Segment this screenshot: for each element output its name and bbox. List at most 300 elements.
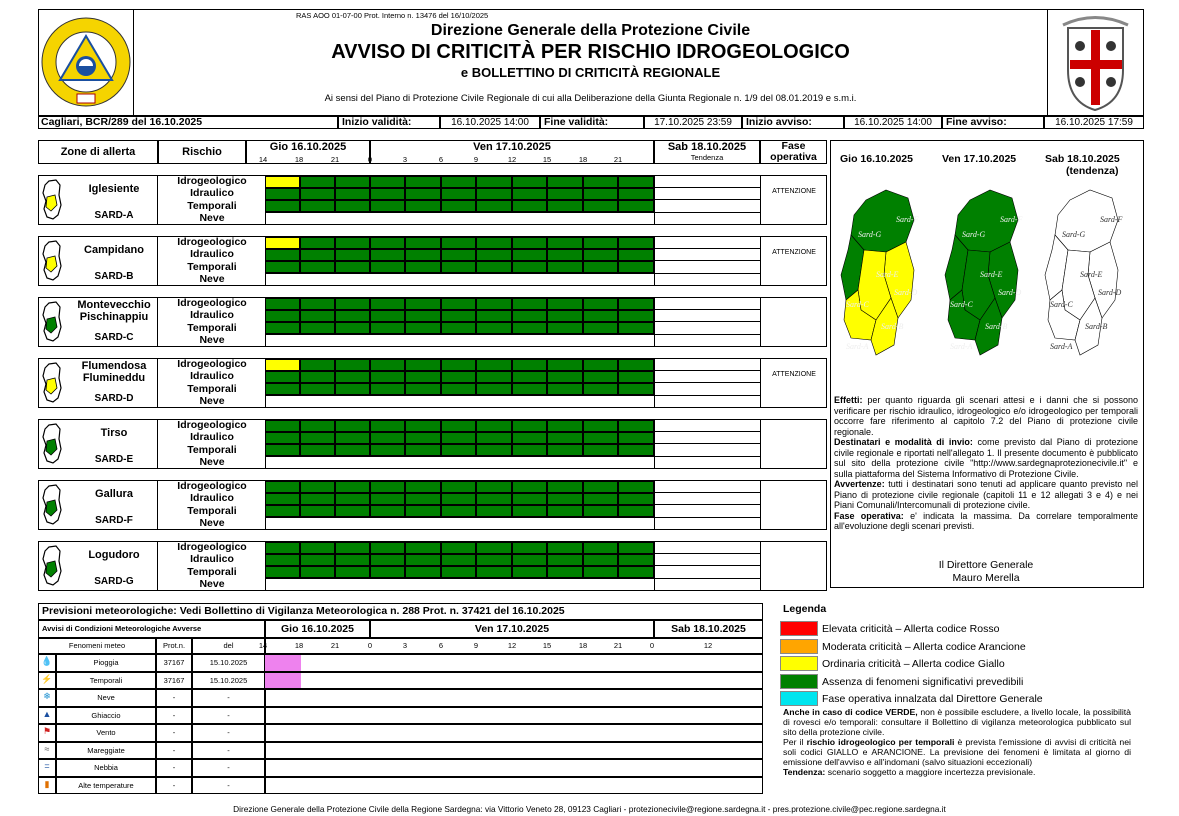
forecast-cell: [370, 383, 405, 395]
forecast-cell: [405, 481, 441, 493]
destinatari-label: Destinatari e modalità di invio:: [834, 437, 973, 447]
forecast-cell: [441, 310, 476, 322]
forecast-cell: [370, 481, 405, 493]
legend-note1-bold: Anche in caso di codice VERDE,: [783, 707, 918, 717]
forecast-cell: [583, 432, 618, 444]
forecast-cell: [547, 188, 583, 200]
meteo-hour-label: 12: [703, 641, 713, 650]
forecast-cell: [547, 371, 583, 383]
meteo-avvisi-header: Avvisi di Condizioni Meteorologiche Avverse: [38, 620, 265, 638]
forecast-cell: [405, 200, 441, 212]
zone-code: SARD-B: [94, 271, 134, 282]
forecast-cell: [547, 200, 583, 212]
meteo-del: -: [192, 689, 265, 707]
forecast-cell: [618, 176, 654, 188]
fase-col-header: [760, 140, 827, 164]
forecast-cell: [265, 505, 300, 517]
forecast-cell: [370, 249, 405, 261]
legend-note2: è prevista l'emissione di avvisi di criticità nei soli codici GIALLO e ARANCIONE. La previsione dei fenomeni è limitata al giorno di emissione dell'avviso e all'indomani (salvo situazioni eccezionali): [783, 737, 1131, 767]
logo-right: [1047, 9, 1144, 116]
forecast-cell: [335, 493, 370, 505]
forecast-cell: [335, 249, 370, 261]
forecast-cell: [583, 359, 618, 371]
forecast-cell: [441, 200, 476, 212]
forecast-cell: [265, 554, 300, 566]
forecast-cell: [300, 554, 335, 566]
zone-fase-cell: [760, 480, 827, 530]
map-zone-label: Sard-G: [962, 230, 986, 239]
forecast-cell: [370, 566, 405, 578]
map-zone-label: Sard-B: [1085, 322, 1108, 331]
ice-icon: ▲: [42, 708, 52, 719]
forecast-cell: [441, 237, 476, 249]
zone-fase-cell: [760, 419, 827, 469]
risk-row-line: [265, 224, 760, 225]
forecast-cell: [618, 554, 654, 566]
inizio-avviso-label: Inizio avviso:: [742, 116, 844, 129]
meteo-day2: Ven 17.10.2025: [370, 620, 654, 638]
forecast-cell: [547, 261, 583, 273]
zone-name: Tirso: [100, 427, 128, 439]
forecast-cell: [370, 444, 405, 456]
forecast-cell: [300, 371, 335, 383]
map-zone-label: Sard-A: [950, 342, 973, 351]
forecast-cell: [441, 188, 476, 200]
forecast-cell: [618, 310, 654, 322]
forecast-cell: [441, 432, 476, 444]
forecast-cell: [335, 200, 370, 212]
forecast-cell: [300, 176, 335, 188]
forecast-cell: [265, 371, 300, 383]
tendenza-label: Tendenza: [690, 153, 724, 162]
forecast-cell: [370, 176, 405, 188]
forecast-cell: [335, 481, 370, 493]
prot-ref: RAS AOO 01-07-00 Prot. Interno n. 13476 del 16/10/2025: [296, 11, 489, 20]
risk-label: Idraulico: [190, 370, 234, 383]
map-zone-label: Sard-C: [1050, 300, 1073, 309]
meteo-timeline-row: [265, 689, 763, 707]
forecast-cell: [335, 371, 370, 383]
meteo-prot: -: [156, 724, 192, 742]
forecast-cell: [441, 383, 476, 395]
forecast-cell: [405, 322, 441, 334]
forecast-cell: [265, 249, 300, 261]
hour-tick-label: 0: [367, 155, 373, 164]
legal-reference: Ai sensi del Piano di Protezione Civile Regionale di cui alla Deliberazione della Giunta Regionale n. 1/9 del 08.01.2019 e s.m.i.: [324, 93, 857, 104]
meteo-fenomeno-name: Neve: [56, 689, 156, 707]
forecast-cell: [300, 261, 335, 273]
meteo-timeline-row: [265, 707, 763, 725]
forecast-cell: [405, 493, 441, 505]
forecast-cell: [265, 359, 300, 371]
forecast-cell: [300, 432, 335, 444]
hour-tick-label: 21: [613, 155, 623, 164]
forecast-cell: [370, 505, 405, 517]
forecast-cell: [547, 566, 583, 578]
forecast-cell: [265, 566, 300, 578]
zone-fase-cell: [760, 541, 827, 591]
meteo-timeline-row: [265, 742, 763, 760]
risk-label: Idraulico: [190, 248, 234, 261]
forecast-cell: [476, 481, 512, 493]
meteo-fenomeno-name: Ghiaccio: [56, 707, 156, 725]
forecast-cell: [300, 249, 335, 261]
forecast-cell: [476, 542, 512, 554]
fine-validita-label: Fine validità:: [540, 116, 644, 129]
forecast-cell: [476, 310, 512, 322]
zone-name: Logudoro: [88, 549, 140, 561]
forecast-cell: [512, 371, 547, 383]
legend-note2-bold: rischio idrogeologico per temporali: [806, 737, 955, 747]
legend-note2-pre: Per il: [783, 737, 807, 747]
legend-swatch: [780, 639, 818, 654]
forecast-cell: [476, 383, 512, 395]
map-zone-label: Sard-G: [858, 230, 882, 239]
forecast-cell: [265, 481, 300, 493]
forecast-cell: [300, 542, 335, 554]
risk-label: Neve: [199, 394, 225, 407]
forecast-cell: [300, 566, 335, 578]
forecast-cell: [265, 200, 300, 212]
risk-row-line: [265, 407, 760, 408]
forecast-cell: [441, 322, 476, 334]
forecast-cell: [405, 566, 441, 578]
avvertenze-label: Avvertenze:: [834, 479, 885, 489]
forecast-cell: [300, 298, 335, 310]
forecast-cell: [512, 505, 547, 517]
forecast-cell: [476, 249, 512, 261]
legend-note3-bold: Tendenza:: [783, 767, 826, 777]
forecast-cell: [512, 383, 547, 395]
forecast-cell: [370, 420, 405, 432]
meteo-hour-label: 21: [330, 641, 340, 650]
forecast-cell: [370, 237, 405, 249]
forecast-cell: [583, 200, 618, 212]
forecast-cell: [335, 298, 370, 310]
forecast-cell: [583, 261, 618, 273]
meteo-pink-cell: [283, 655, 292, 671]
forecast-cell: [618, 505, 654, 517]
meteo-pink-cell: [274, 673, 283, 689]
forecast-cell: [583, 554, 618, 566]
footer: Direzione Generale della Protezione Civile della Regione Sardegna: via Vittorio Veneto 28, 09123 Cagliari - protezionecivile@regione.sardegna.it - pres.protezione.civile@pec.regione.sardegna.it: [233, 804, 946, 814]
forecast-cell: [512, 298, 547, 310]
forecast-cell: [441, 554, 476, 566]
risk-label: Idraulico: [190, 553, 234, 566]
forecast-cell: [441, 505, 476, 517]
forecast-cell: [405, 188, 441, 200]
risk-label: Idrogeologico: [177, 480, 247, 492]
forecast-cell: [618, 322, 654, 334]
meteo-hour-label: 21: [613, 641, 623, 650]
forecast-cell: [476, 322, 512, 334]
forecast-cell: [300, 493, 335, 505]
forecast-cell: [618, 420, 654, 432]
meteo-fenomeno-name: Temporali: [56, 672, 156, 690]
grid-left-line: [265, 541, 266, 591]
map-zone-label: Sard-F: [1000, 215, 1023, 224]
forecast-cell: [547, 542, 583, 554]
grid-left-line: [265, 297, 266, 347]
forecast-cell: [618, 249, 654, 261]
forecast-cell: [512, 261, 547, 273]
forecast-cell: [583, 188, 618, 200]
forecast-cell: [300, 505, 335, 517]
forecast-cell: [370, 542, 405, 554]
logo-left: [38, 9, 134, 116]
forecast-cell: [618, 383, 654, 395]
forecast-cell: [618, 188, 654, 200]
meteo-hour-label: 12: [507, 641, 517, 650]
meteo-day3: Sab 18.10.2025: [654, 620, 763, 638]
risk-label: Neve: [199, 516, 225, 529]
meteo-hour-label: 3: [402, 641, 408, 650]
forecast-cell: [405, 298, 441, 310]
forecast-cell: [370, 310, 405, 322]
risk-label: Temporali: [187, 260, 237, 273]
zone-fase-cell: [760, 297, 827, 347]
forecast-cell: [618, 432, 654, 444]
map-zone-label: Sard-D: [1098, 288, 1122, 297]
zone-fase-label: ATTENZIONE: [772, 249, 816, 256]
forecast-cell: [335, 383, 370, 395]
zone-name: Iglesiente: [88, 183, 140, 195]
forecast-cell: [265, 432, 300, 444]
risk-label: Temporali: [187, 382, 237, 395]
hour-tick-label: 21: [330, 155, 340, 164]
hour-tick-label: 9: [473, 155, 479, 164]
risk-label: Idrogeologico: [177, 419, 247, 431]
zone-code: SARD-E: [94, 454, 134, 465]
legend-item-label: Ordinaria criticità – Allerta codice Giallo: [822, 658, 1005, 670]
forecast-cell: [512, 481, 547, 493]
forecast-cell: [476, 200, 512, 212]
forecast-cell: [405, 261, 441, 273]
snowflake-icon: ❄: [43, 691, 51, 701]
risk-label: Neve: [199, 455, 225, 468]
forecast-cell: [547, 249, 583, 261]
destinatari-text: come previsto dal Piano di protezione civile regionale e riportati nell'allegato 1. Il presente documento è pubblicato sul sito della protezione civile "http://www.sardegnaprotezionecivile.it" e sulla piattaforma del Sistema Informativo di Protezione Civile.: [834, 437, 1139, 479]
director-title: Il Direttore Generale: [938, 559, 1034, 571]
forecast-cell: [618, 542, 654, 554]
director-name: Mauro Merella: [952, 572, 1020, 584]
risk-label: Idraulico: [190, 309, 234, 322]
forecast-cell: [405, 359, 441, 371]
forecast-cell: [335, 542, 370, 554]
risk-label: Temporali: [187, 321, 237, 334]
grid-tendenza-line: [654, 541, 655, 591]
forecast-cell: [370, 432, 405, 444]
forecast-cell: [300, 383, 335, 395]
legend-swatch: [780, 691, 818, 706]
forecast-cell: [476, 237, 512, 249]
day1-header: Gio 16.10.2025: [269, 141, 347, 153]
forecast-cell: [335, 566, 370, 578]
protezione-civile-logo-icon: [39, 10, 133, 115]
meteo-hour-label: 9: [473, 641, 479, 650]
forecast-cell: [335, 554, 370, 566]
forecast-cell: [512, 237, 547, 249]
legend-swatch: [780, 674, 818, 689]
forecast-cell: [476, 420, 512, 432]
map-day3-title: Sab 18.10.2025: [1045, 153, 1120, 165]
zone-code: SARD-A: [94, 210, 134, 221]
forecast-cell: [265, 188, 300, 200]
forecast-cell: [547, 310, 583, 322]
forecast-cell: [547, 493, 583, 505]
forecast-cell: [476, 298, 512, 310]
meteo-pink-cell: [283, 673, 292, 689]
legend-item-label: Moderata criticità – Allerta codice Arancione: [822, 640, 1026, 653]
doc-ref: Cagliari, BCR/289 del 16.10.2025: [38, 116, 338, 129]
zone-fase-cell: [760, 358, 827, 408]
meteo-hour-label: 0: [649, 641, 655, 650]
hour-tick-label: 12: [507, 155, 517, 164]
forecast-cell: [405, 176, 441, 188]
meteo-del: -: [192, 742, 265, 760]
forecast-cell: [441, 566, 476, 578]
map-zone-label: Sard-B: [985, 322, 1008, 331]
forecast-cell: [547, 359, 583, 371]
grid-left-line: [265, 480, 266, 530]
hour-tick-label: 14: [258, 155, 268, 164]
map-zone-label: Sard-F: [1100, 215, 1123, 224]
forecast-cell: [405, 237, 441, 249]
risk-label: Idraulico: [190, 492, 234, 505]
zone-fase-cell: [760, 236, 827, 286]
grid-tendenza-line: [654, 480, 655, 530]
zone-code: SARD-D: [94, 393, 134, 404]
forecast-cell: [547, 298, 583, 310]
legend-swatch: [780, 621, 818, 636]
wind-icon: ⚑: [42, 726, 52, 736]
risk-label: Temporali: [187, 504, 237, 517]
meteo-hour-label: 18: [294, 641, 304, 650]
legend-swatch: [780, 656, 818, 671]
risk-col-header: Rischio: [158, 140, 246, 164]
forecast-cell: [512, 322, 547, 334]
forecast-cell: [512, 432, 547, 444]
meteo-prot: -: [156, 742, 192, 760]
forecast-cell: [618, 481, 654, 493]
risk-label: Idrogeologico: [177, 297, 247, 309]
forecast-cell: [405, 554, 441, 566]
forecast-cell: [370, 188, 405, 200]
fine-avviso-label: Fine avviso:: [942, 116, 1044, 129]
sea-waves-icon: ≈: [44, 743, 50, 754]
meteo-col-fenomeni: Fenomeni meteo: [38, 638, 156, 654]
risk-label: Idraulico: [190, 431, 234, 444]
forecast-cell: [512, 359, 547, 371]
forecast-cell: [335, 359, 370, 371]
forecast-cell: [405, 444, 441, 456]
forecast-cell: [441, 542, 476, 554]
forecast-cell: [618, 359, 654, 371]
forecast-cell: [583, 444, 618, 456]
forecast-cell: [405, 371, 441, 383]
meteo-prot: -: [156, 689, 192, 707]
forecast-cell: [512, 249, 547, 261]
forecast-cell: [441, 444, 476, 456]
meteo-timeline-row: [265, 654, 763, 672]
meteo-pink-cell: [265, 655, 274, 671]
zone-map-icon: [41, 545, 63, 587]
forecast-cell: [335, 188, 370, 200]
forecast-cell: [370, 261, 405, 273]
zone-code: SARD-C: [94, 332, 134, 343]
meteo-hour-label: 14: [258, 641, 268, 650]
meteo-fenomeno-name: Pioggia: [56, 654, 156, 672]
risk-label: Temporali: [187, 565, 237, 578]
forecast-cell: [618, 444, 654, 456]
meteo-fenomeno-name: Vento: [56, 724, 156, 742]
risk-label: Neve: [199, 333, 225, 346]
map-zone-label: Sard-C: [846, 300, 869, 309]
forecast-cell: [405, 432, 441, 444]
grid-left-line: [265, 236, 266, 286]
meteo-fenomeno-name: Nebbia: [56, 759, 156, 777]
forecast-cell: [618, 200, 654, 212]
page-subtitle: e BOLLETTINO DI CRITICITÀ REGIONALE: [460, 65, 721, 80]
forecast-cell: [300, 420, 335, 432]
forecast-cell: [405, 249, 441, 261]
avvertenze-text: tutti i destinatari sono tenuti ad applicare quanto previsto nel Piano di protezione civile regionale (capitoli 11 e 12 allegati 3 e 4) e nei Piani Comunali/Intercomunali di protezione civile.: [834, 479, 1138, 510]
meteo-col-prot: Prot.n.: [156, 638, 192, 654]
meteo-prot: -: [156, 759, 192, 777]
forecast-cell: [335, 505, 370, 517]
hour-tick-label: 15: [542, 155, 552, 164]
forecast-cell: [441, 176, 476, 188]
forecast-cell: [583, 371, 618, 383]
meteo-del: -: [192, 707, 265, 725]
meteo-del: -: [192, 759, 265, 777]
forecast-cell: [370, 322, 405, 334]
risk-label: Neve: [199, 211, 225, 224]
effetti-label: Effetti:: [834, 395, 863, 405]
meteo-pink-cell: [265, 673, 274, 689]
forecast-cell: [476, 432, 512, 444]
forecast-cell: [583, 566, 618, 578]
forecast-cell: [441, 298, 476, 310]
forecast-cell: [265, 310, 300, 322]
zone-map-icon: [41, 484, 63, 526]
map-zone-label: Sard-D: [998, 288, 1022, 297]
risk-label: Idrogeologico: [177, 358, 247, 370]
forecast-cell: [335, 444, 370, 456]
meteo-day1: Gio 16.10.2025: [265, 620, 370, 638]
meteo-prot: 37167: [156, 672, 192, 690]
meteo-hour-label: 0: [367, 641, 373, 650]
inizio-validita-label: Inizio validità:: [338, 116, 440, 129]
risk-label: Idrogeologico: [177, 175, 247, 187]
forecast-cell: [476, 493, 512, 505]
page-title: AVVISO DI CRITICITÀ PER RISCHIO IDROGEOLOGICO: [331, 41, 850, 63]
zone-code: SARD-G: [94, 576, 134, 587]
map-zone-label: Sard-E: [876, 270, 899, 279]
legend-notes: [783, 707, 1131, 777]
grid-left-line: [265, 175, 266, 225]
forecast-cell: [265, 176, 300, 188]
effetti-text: per quanto riguarda gli scenari attesi e i danni che si possono verificare per rischio idraulico, idrogeologico e/o idrogeologico per temporali occorre fare riferimento al capitolo 7.2 del Piano di protezione civile regionale.: [834, 395, 1138, 437]
risk-label: Idraulico: [190, 187, 234, 200]
notes-block: [834, 395, 1138, 532]
risk-row-line: [265, 590, 760, 591]
zone-map-icon: [41, 301, 63, 343]
risk-label: Neve: [199, 272, 225, 285]
zone-fase-cell: [760, 175, 827, 225]
fase-text: e' indicata la massima. Da correlare temporalmente all'evoluzione degli scenari previsti.: [834, 510, 1139, 531]
forecast-cell: [583, 310, 618, 322]
